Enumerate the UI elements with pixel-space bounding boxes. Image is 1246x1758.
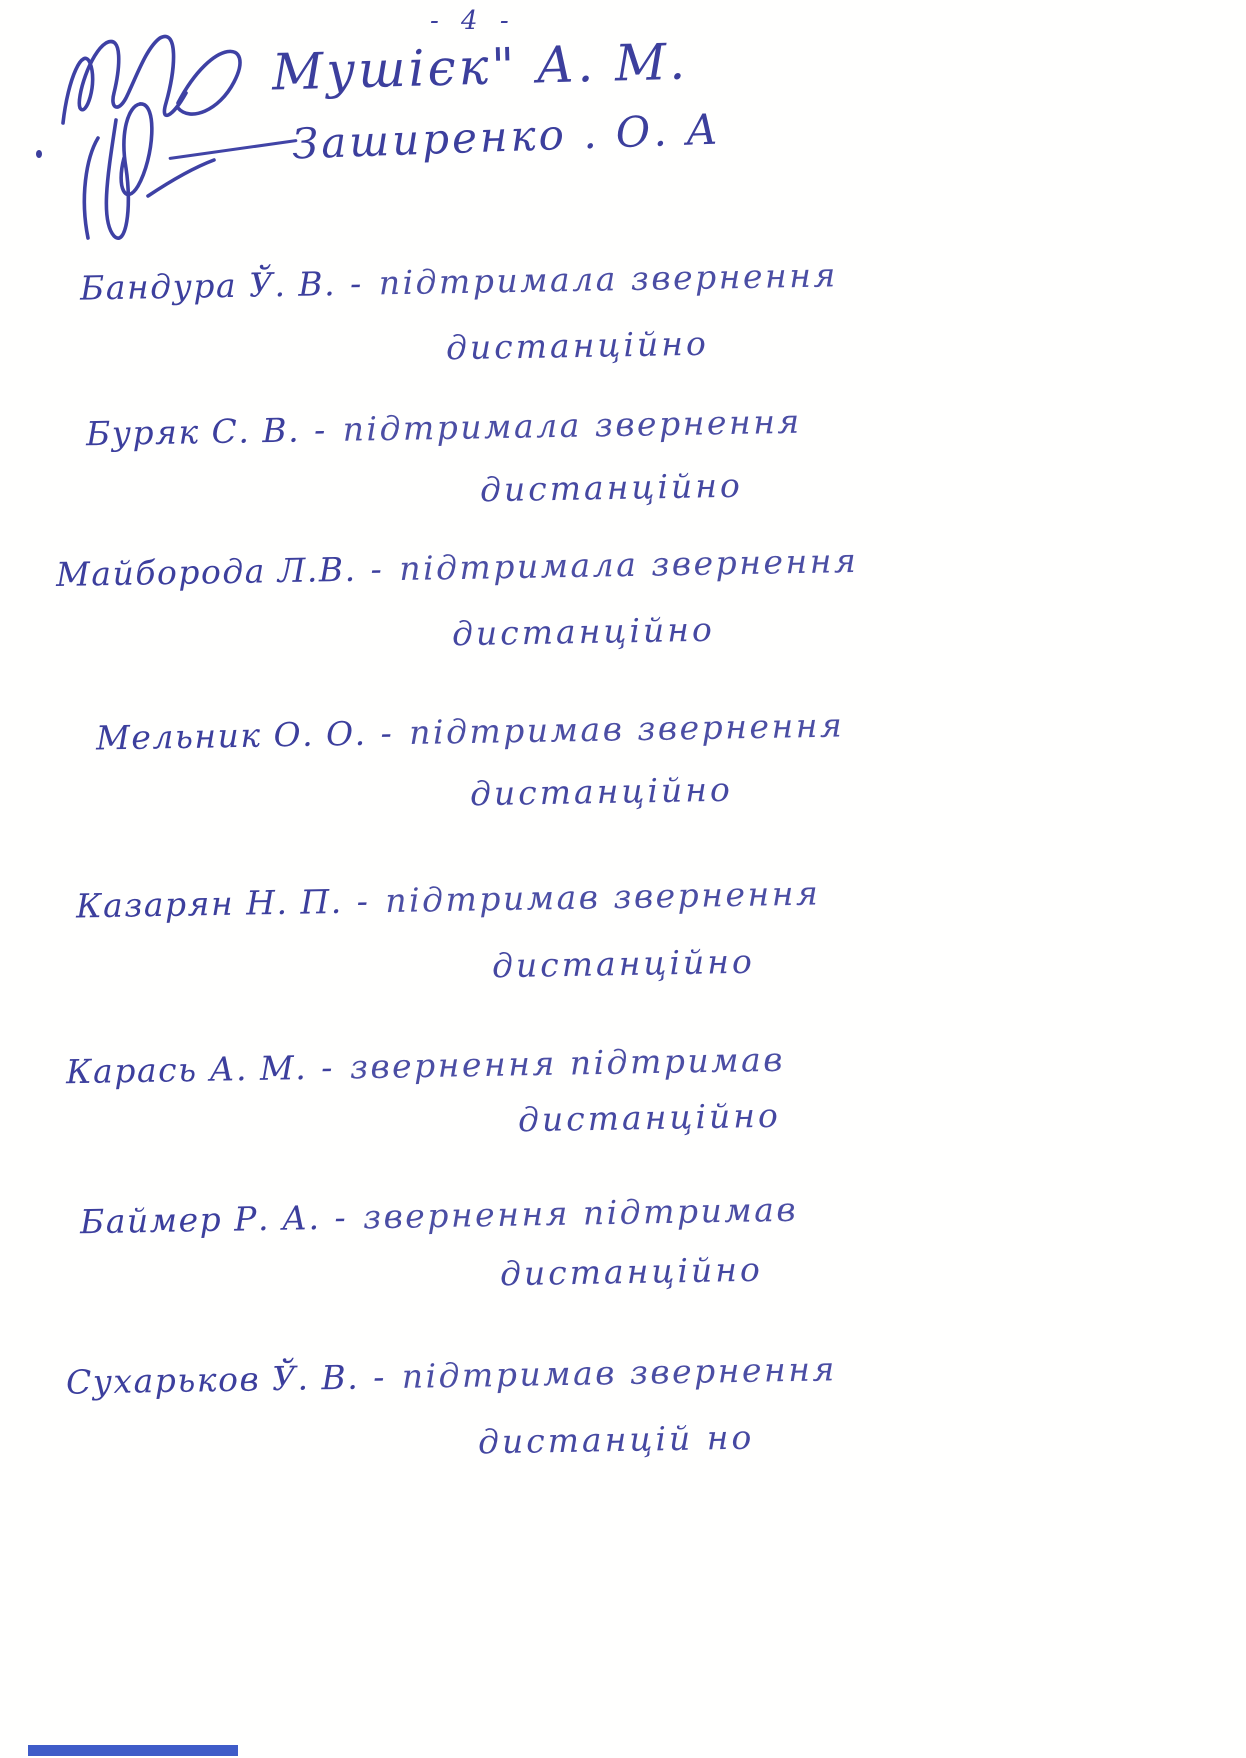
entry-note: звернення підтримав: [362, 1189, 799, 1237]
entry-name: Казарян Н. П.: [75, 881, 343, 926]
entry-note-2: дистанційно: [491, 941, 756, 986]
entry-dash: -: [313, 410, 328, 450]
ink-dot: [36, 150, 42, 158]
entry-note: звернення підтримав: [349, 1039, 786, 1087]
entry-dash: -: [320, 1047, 335, 1087]
entry-note: підтримала звернення: [378, 255, 839, 303]
entry-name: Майборода Л.В.: [55, 549, 357, 594]
page-number: - 4 -: [430, 6, 516, 36]
entry-dash: -: [380, 713, 394, 753]
entry-note-2: дистанційно: [499, 1249, 764, 1294]
entry-name: Бандура Ў. В.: [79, 264, 337, 308]
entry-name: Карась А. М.: [65, 1048, 308, 1092]
entry-note-2: дистанційно: [445, 323, 710, 368]
entry-note-2: дистанційно: [479, 465, 744, 510]
entry-note-2: дистанційно: [469, 769, 734, 814]
entry-name: Буряк С. В.: [85, 410, 301, 454]
entry-note: підтримала звернення: [398, 541, 859, 589]
entry-dash: -: [349, 263, 364, 303]
entry-note-2: дистанцій но: [477, 1417, 755, 1462]
entry-note-2: дистанційно: [517, 1095, 782, 1140]
entry-name: Баймер Р. А.: [79, 1198, 321, 1242]
entry-dash: -: [372, 1357, 387, 1397]
header-name-1: Мушієк" А. М.: [271, 32, 689, 102]
entry-note: підтримала звернення: [342, 401, 803, 449]
entry-note: підтримав звернення: [401, 1349, 838, 1396]
entry-name: Сухарьков Ў. В.: [65, 1357, 360, 1402]
entry-note-2: дистанційно: [451, 609, 716, 654]
entry-dash: -: [334, 1197, 348, 1237]
entry-dash: -: [370, 549, 384, 589]
entry-note: підтримав звернення: [384, 873, 821, 921]
entry-note: підтримав звернення: [408, 705, 845, 753]
header-name-2: Заширенко . О. А: [291, 104, 722, 169]
scan-edge-artifact: [28, 1745, 238, 1756]
entry-dash: -: [356, 881, 370, 921]
entry-name: Мельник О. О.: [95, 713, 367, 758]
